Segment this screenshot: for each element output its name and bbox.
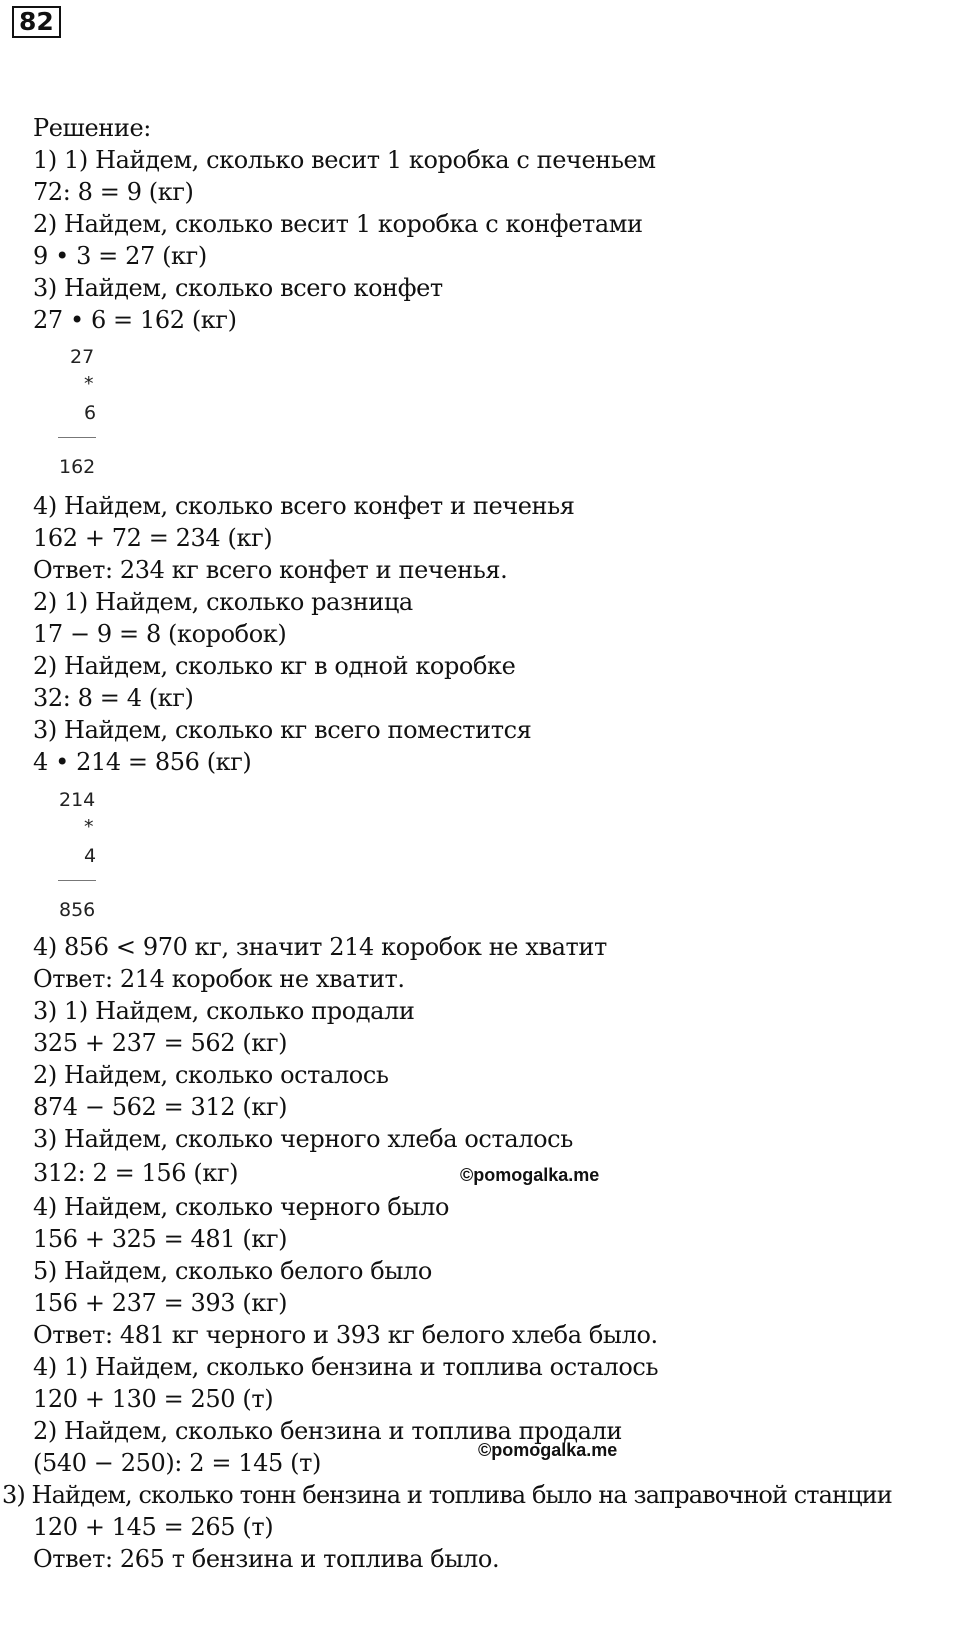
solution-line: 120 + 145 = 265 (т)	[33, 1513, 274, 1541]
solution-line: 5) Найдем, сколько белого было	[33, 1257, 432, 1285]
column-multiplication-bottom: 6	[84, 402, 97, 424]
solution-line: 32: 8 = 4 (кг)	[33, 684, 194, 712]
solution-line: 2) 1) Найдем, сколько разница	[33, 588, 413, 616]
problem-number-badge: 82	[12, 6, 61, 38]
answer-line: Ответ: 234 кг всего конфет и печенья.	[33, 556, 508, 584]
column-multiplication-result: 162	[59, 456, 96, 478]
solution-line: (540 − 250): 2 = 145 (т)	[33, 1449, 321, 1477]
solution-line: 2) Найдем, сколько осталось	[33, 1061, 389, 1089]
solution-line: 162 + 72 = 234 (кг)	[33, 524, 273, 552]
column-multiplication-top: 27	[70, 346, 95, 368]
solution-line: 72: 8 = 9 (кг)	[33, 178, 194, 206]
solution-line: 4) Найдем, сколько всего конфет и печенья	[33, 492, 575, 520]
answer-line: Ответ: 481 кг черного и 393 кг белого хлеба было.	[33, 1321, 658, 1349]
solution-line: 27 • 6 = 162 (кг)	[33, 306, 237, 334]
solution-line: 325 + 237 = 562 (кг)	[33, 1029, 288, 1057]
column-multiplication-top: 214	[59, 789, 96, 811]
solution-line: 3) Найдем, сколько всего конфет	[33, 274, 443, 302]
solution-line: 2) Найдем, сколько бензина и топлива продали	[33, 1417, 622, 1445]
watermark-text: ©pomogalka.me	[460, 1165, 600, 1185]
solution-line: 156 + 237 = 393 (кг)	[33, 1289, 288, 1317]
solution-line: 120 + 130 = 250 (т)	[33, 1385, 274, 1413]
solution-line: 874 − 562 = 312 (кг)	[33, 1093, 288, 1121]
solution-line: 3) Найдем, сколько черного хлеба осталось	[33, 1125, 573, 1153]
column-multiplication-bottom: 4	[84, 845, 97, 867]
answer-line: Ответ: 214 коробок не хватит.	[33, 965, 405, 993]
solution-line: 9 • 3 = 27 (кг)	[33, 242, 207, 270]
column-multiplication-line	[58, 437, 96, 438]
solution-line: 2) Найдем, сколько весит 1 коробка с конфетами	[33, 210, 643, 238]
solution-line: 3) Найдем, сколько тонн бензина и топлива было на заправочной станции	[2, 1481, 892, 1509]
solution-line: 2) Найдем, сколько кг в одной коробке	[33, 652, 516, 680]
solution-line: 4) Найдем, сколько черного было	[33, 1193, 450, 1221]
solution-line: 3) Найдем, сколько кг всего поместится	[33, 716, 532, 744]
column-multiplication-result: 856	[59, 899, 96, 921]
solution-line: 1) 1) Найдем, сколько весит 1 коробка с печеньем	[33, 146, 656, 174]
solution-line: 156 + 325 = 481 (кг)	[33, 1225, 288, 1253]
solution-line: 3) 1) Найдем, сколько продали	[33, 997, 415, 1025]
column-multiplication-operator: *	[84, 373, 94, 395]
solution-heading: Решение:	[33, 114, 151, 142]
watermark-text: ©pomogalka.me	[478, 1440, 618, 1460]
solution-line: 4) 856 < 970 кг, значит 214 коробок не хватит	[33, 933, 607, 961]
solution-line: 17 − 9 = 8 (коробок)	[33, 620, 287, 648]
solution-line: 4 • 214 = 856 (кг)	[33, 748, 252, 776]
answer-line: Ответ: 265 т бензина и топлива было.	[33, 1545, 500, 1573]
solution-line: 312: 2 = 156 (кг)	[33, 1159, 239, 1187]
column-multiplication-operator: *	[84, 816, 94, 838]
column-multiplication-line	[58, 880, 96, 881]
solution-line: 4) 1) Найдем, сколько бензина и топлива осталось	[33, 1353, 659, 1381]
